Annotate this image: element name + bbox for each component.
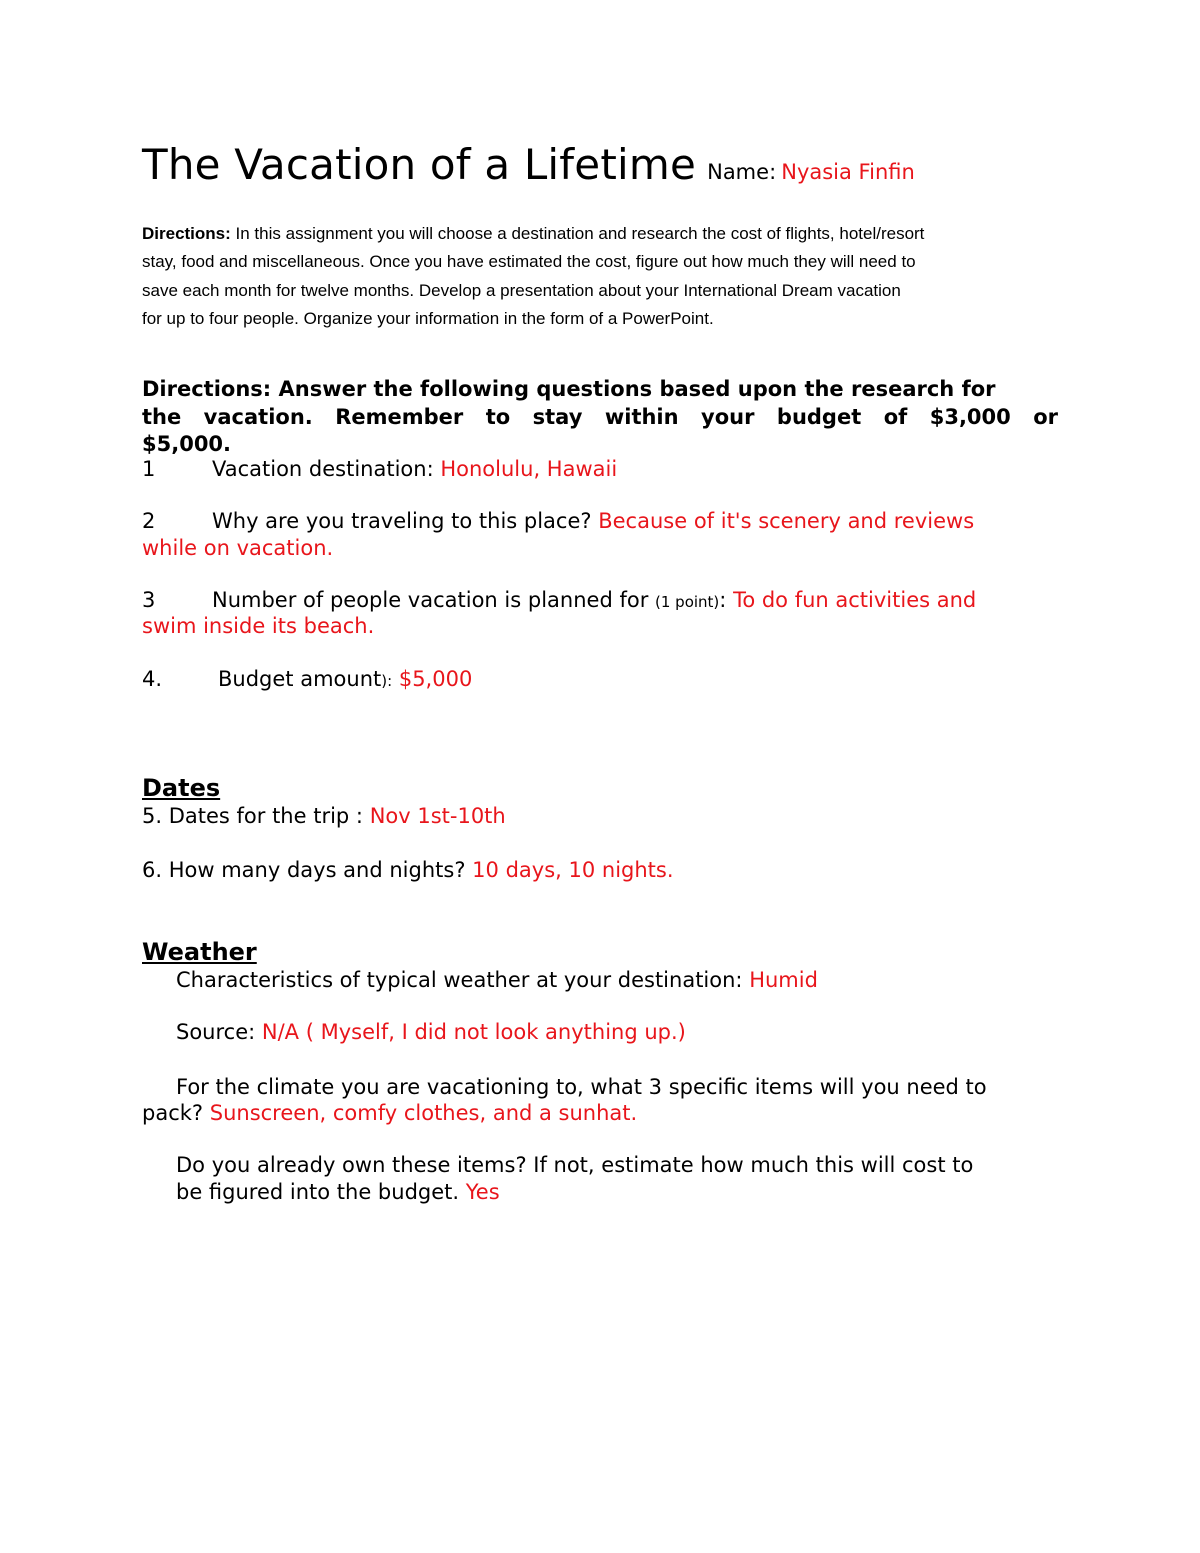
weather-own-question-continued bbox=[176, 1180, 500, 1204]
question-text: pack? bbox=[142, 1101, 204, 1125]
page-title: The Vacation of a Lifetime bbox=[142, 140, 697, 189]
directions-line-2: stay, food and miscellaneous. Once you have estimated the cost, figure out how much they will need to bbox=[142, 252, 916, 272]
question-text: Source: bbox=[176, 1020, 256, 1044]
dates-question-5 bbox=[142, 804, 506, 828]
question-answer: To do fun activities and bbox=[733, 588, 977, 612]
question-text: Budget amount bbox=[218, 667, 382, 691]
question-number: 1 bbox=[142, 457, 156, 481]
question-3-answer-continued: swim inside its beach. bbox=[142, 614, 375, 638]
dates-heading: Dates bbox=[142, 774, 221, 802]
question-paren: ): bbox=[381, 672, 393, 690]
question-4 bbox=[142, 667, 472, 691]
question-answer: Nov 1st-10th bbox=[369, 804, 506, 828]
question-points: (1 point) bbox=[655, 593, 720, 611]
question-3 bbox=[142, 588, 976, 612]
directions-answer-block bbox=[142, 376, 1058, 459]
directions-line-4: for up to four people. Organize your information in the form of a PowerPoint. bbox=[142, 308, 714, 328]
weather-characteristics bbox=[176, 968, 818, 992]
question-2 bbox=[142, 509, 974, 533]
question-number: 3 bbox=[142, 588, 156, 612]
question-text: Vacation destination: bbox=[212, 457, 434, 481]
weather-pack-question: For the climate you are vacationing to, what 3 specific items will you need to bbox=[176, 1075, 987, 1099]
directions2-line-2: the vacation. Remember to stay within your budget of $3,000 or bbox=[142, 404, 1058, 429]
directions-paragraph bbox=[142, 220, 1062, 333]
question-answer: N/A ( Myself, I did not look anything up.) bbox=[261, 1020, 686, 1044]
question-1 bbox=[142, 457, 617, 481]
directions-line-1: Directions: In this assignment you will choose a destination and research the cost of flights, hotel/resort bbox=[142, 224, 925, 243]
question-answer: Yes bbox=[465, 1180, 500, 1204]
question-text: 5. Dates for the trip : bbox=[142, 804, 363, 828]
directions-line-3: save each month for twelve months. Develop a presentation about your International Dream vacation bbox=[142, 280, 901, 300]
title-line bbox=[142, 140, 915, 189]
question-answer: Honolulu, Hawaii bbox=[440, 457, 618, 481]
weather-own-question: Do you already own these items? If not, estimate how much this will cost to bbox=[176, 1153, 974, 1177]
weather-pack-question-continued bbox=[142, 1101, 637, 1125]
name-label: Name: bbox=[707, 160, 777, 184]
question-answer: Sunscreen, comfy clothes, and a sunhat. bbox=[209, 1101, 638, 1125]
question-colon: : bbox=[719, 588, 727, 612]
question-text: be figured into the budget. bbox=[176, 1180, 460, 1204]
weather-heading: Weather bbox=[142, 938, 257, 966]
question-number: 2 bbox=[142, 509, 156, 533]
question-2-answer-continued: while on vacation. bbox=[142, 536, 334, 560]
dates-question-6 bbox=[142, 858, 674, 882]
question-text: 6. How many days and nights? bbox=[142, 858, 466, 882]
question-text: Characteristics of typical weather at your destination: bbox=[176, 968, 743, 992]
question-answer: Because of it's scenery and reviews bbox=[598, 509, 975, 533]
question-text: Why are you traveling to this place? bbox=[212, 509, 592, 533]
directions-label: Directions: bbox=[142, 224, 231, 243]
weather-source bbox=[176, 1020, 686, 1044]
name-value: Nyasia Finfin bbox=[781, 160, 915, 184]
directions2-line-1: Directions: Answer the following questions based upon the research for bbox=[142, 377, 996, 401]
question-answer: Humid bbox=[749, 968, 818, 992]
directions2-line-3: $5,000. bbox=[142, 432, 232, 456]
question-answer: 10 days, 10 nights. bbox=[472, 858, 674, 882]
question-text: Number of people vacation is planned for bbox=[212, 588, 649, 612]
question-number: 4. bbox=[142, 667, 163, 691]
question-answer: $5,000 bbox=[398, 667, 473, 691]
